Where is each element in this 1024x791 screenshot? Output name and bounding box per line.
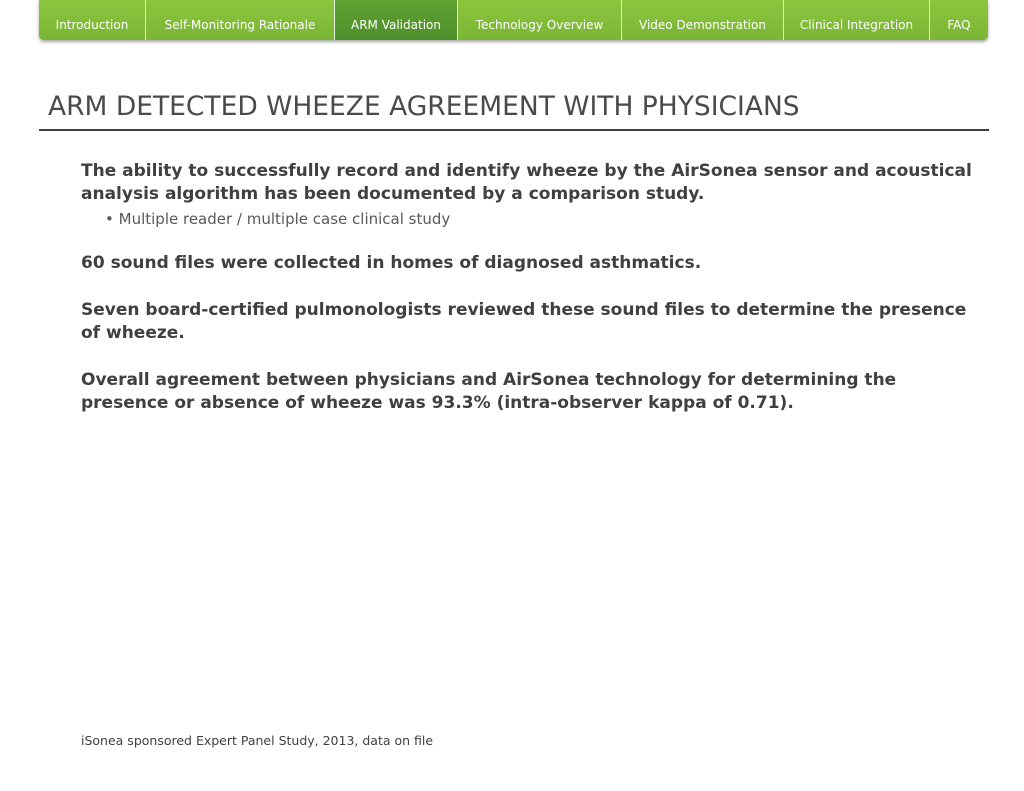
bullet-item	[105, 209, 981, 229]
slide-title: ARM DETECTED WHEEZE AGREEMENT WITH PHYSICIANS	[48, 91, 800, 122]
tab-introduction[interactable]: Introduction	[39, 0, 146, 40]
tab-faq[interactable]: FAQ	[930, 0, 988, 40]
tab-arm-validation[interactable]: ARM Validation	[335, 0, 458, 40]
tab-technology-overview[interactable]: Technology Overview	[458, 0, 622, 40]
body-paragraph-pulmonologists: Seven board-certified pulmonologists reviewed these sound files to determine the presence of wheeze.	[81, 300, 967, 343]
bullet-text: Multiple reader / multiple case clinical study	[118, 210, 451, 228]
tab-self-monitoring-rationale[interactable]: Self-Monitoring Rationale	[146, 0, 335, 40]
bullet-marker: •	[105, 210, 114, 228]
tab-video-demonstration[interactable]: Video Demonstration	[622, 0, 784, 40]
body-paragraph-sound-files: 60 sound files were collected in homes of diagnosed asthmatics.	[81, 253, 702, 273]
slide-body	[81, 160, 981, 415]
body-paragraph-agreement: Overall agreement between physicians and AirSonea technology for determining the presence or absence of wheeze was 93.3% (intra-observer kappa of 0.71).	[81, 370, 897, 413]
footnote: iSonea sponsored Expert Panel Study, 2013, data on file	[81, 733, 434, 748]
top-navigation-bar	[39, 0, 988, 40]
body-paragraph-intro: The ability to successfully record and identify wheeze by the AirSonea sensor and acoustical analysis algorithm has been documented by a comparison study.	[81, 161, 972, 204]
tab-clinical-integration[interactable]: Clinical Integration	[784, 0, 930, 40]
title-divider	[39, 129, 989, 131]
